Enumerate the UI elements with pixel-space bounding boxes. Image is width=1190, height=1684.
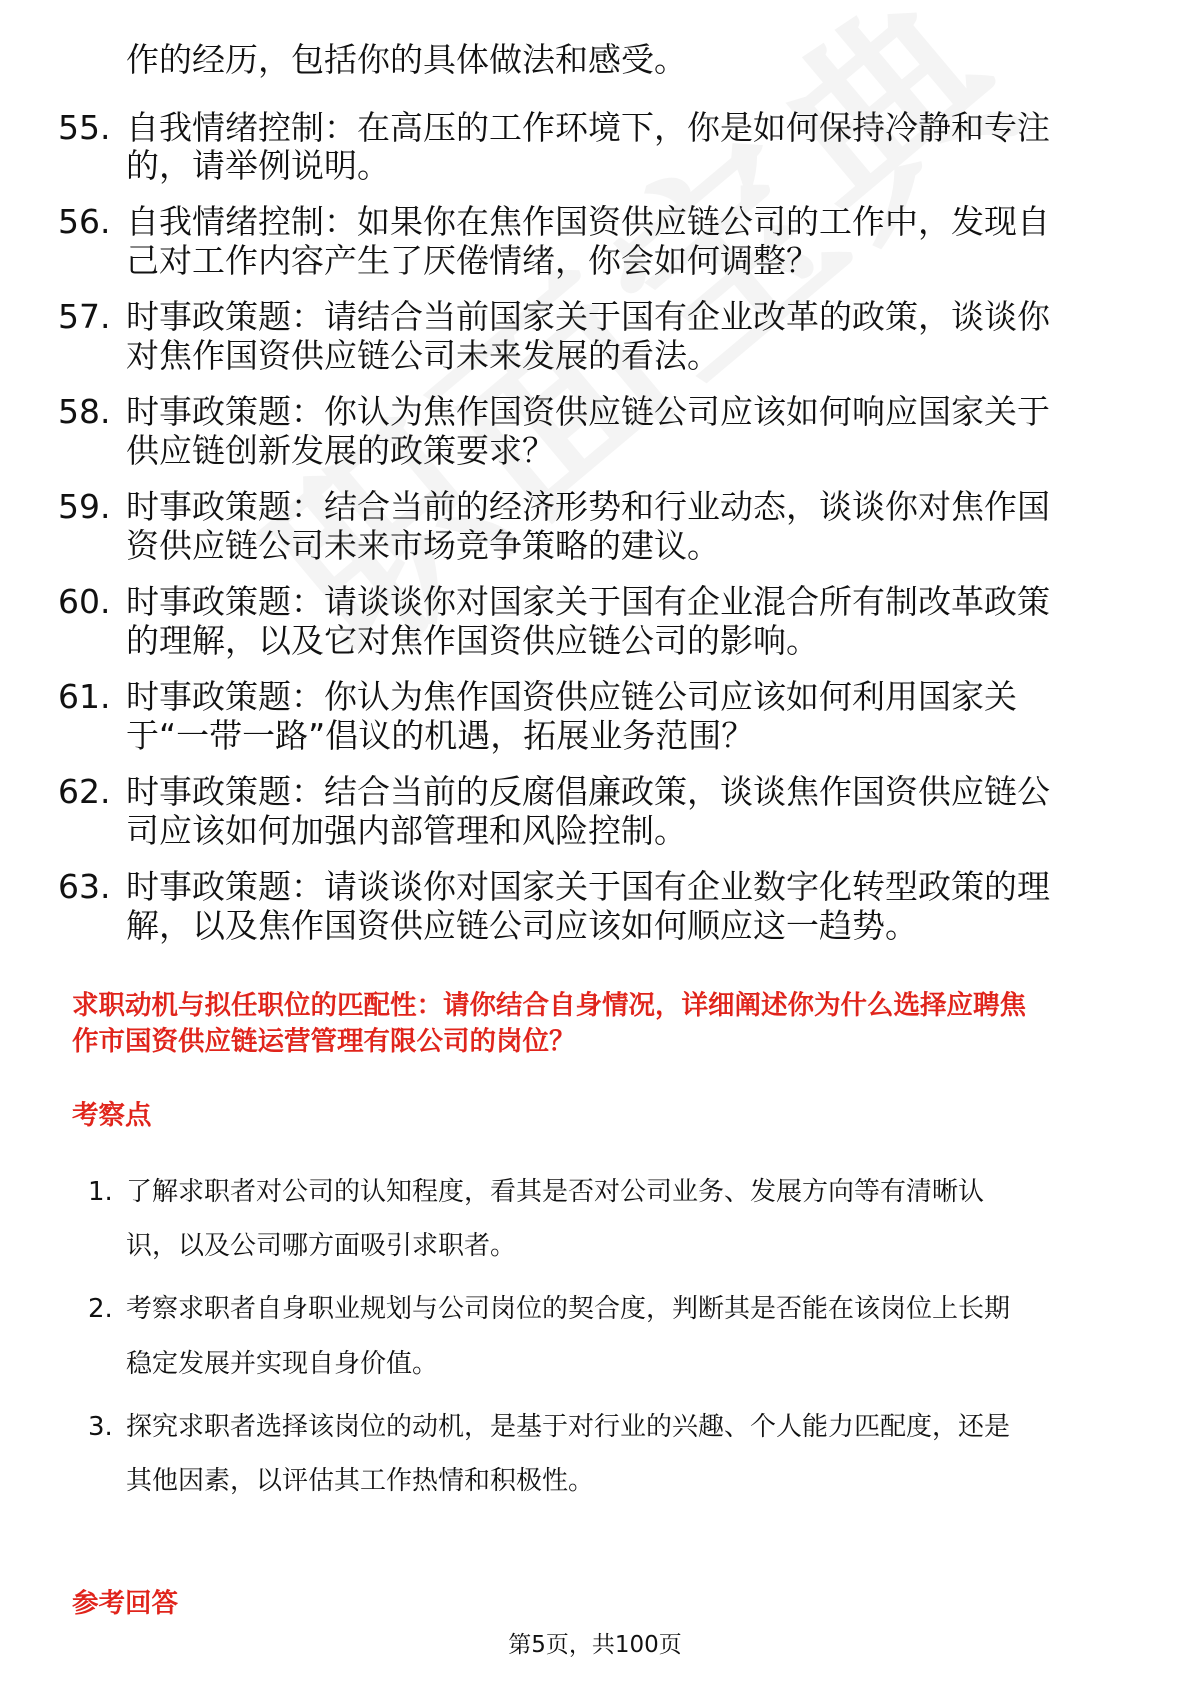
question-text-line: 资供应链公司未来市场竞争策略的建议。 [126,526,720,565]
question-text-line: 解，以及焦作国资供应链公司应该如何顺应这一趋势。 [126,906,918,945]
question-text-line: 于“一带一路”倡议的机遇，拓展业务范围？ [126,716,755,755]
question-number: 63. [58,867,111,906]
exam-points-heading: 考察点 [72,1100,152,1131]
question-text-line: 供应链创新发展的政策要求？ [126,431,555,470]
question-text-line: 时事政策题：请结合当前国家关于国有企业改革的政策，谈谈你 [126,297,1050,336]
page-footer: 第5页，共100页 [508,1632,682,1658]
question-text-line: 时事政策题：你认为焦作国资供应链公司应该如何利用国家关 [126,677,1017,716]
question-text-line: 时事政策题：请谈谈你对国家关于国有企业数字化转型政策的理 [126,867,1050,906]
question-text-line: 时事政策题：结合当前的反腐倡廉政策，谈谈焦作国资供应链公 [126,772,1050,811]
question-number: 62. [58,772,111,811]
highlight-question-line: 求职动机与拟任职位的匹配性：请你结合自身情况，详细阐述你为什么选择应聘焦 [72,990,1026,1021]
question-text-line: 的，请举例说明。 [126,146,390,185]
question-number: 55. [58,108,111,147]
point-number: 1. [88,1177,113,1207]
question-text-line: 时事政策题：结合当前的经济形势和行业动态，谈谈你对焦作国 [126,487,1050,526]
question-number: 60. [58,582,111,621]
point-text-line: 稳定发展并实现自身价值。 [126,1349,439,1379]
question-text-line: 时事政策题：你认为焦作国资供应链公司应该如何响应国家关于 [126,392,1050,431]
question-text-line: 司应该如何加强内部管理和风险控制。 [126,811,687,850]
question-text-line: 对焦作国资供应链公司未来发展的看法。 [126,336,720,375]
highlight-question-line: 作市国资供应链运营管理有限公司的岗位？ [72,1026,576,1057]
reference-answer-heading: 参考回答 [72,1588,178,1619]
point-text-line: 识，以及公司哪方面吸引求职者。 [126,1231,517,1261]
point-number: 2. [88,1294,113,1324]
question-text-line: 自我情绪控制：在高压的工作环境下，你是如何保持冷静和专注 [126,108,1050,147]
point-text-line: 其他因素，以评估其工作热情和积极性。 [126,1466,595,1496]
point-text-line: 探究求职者选择该岗位的动机，是基于对行业的兴趣、个人能力匹配度，还是 [126,1412,1011,1442]
question-number: 56. [58,202,111,241]
point-text-line: 了解求职者对公司的认知程度，看其是否对公司业务、发展方向等有清晰认 [126,1177,985,1207]
question-number: 57. [58,297,111,336]
question-number: 59. [58,487,111,526]
question-text-line: 自我情绪控制：如果你在焦作国资供应链公司的工作中，发现自 [126,202,1050,241]
question-text-line: 的理解，以及它对焦作国资供应链公司的影响。 [126,621,819,660]
question-number: 58. [58,392,111,431]
question-text-line: 己对工作内容产生了厌倦情绪，你会如何调整？ [126,241,819,280]
point-number: 3. [88,1412,113,1442]
question-text-line: 作的经历，包括你的具体做法和感受。 [126,40,687,79]
question-number: 61. [58,677,111,716]
question-text-line: 时事政策题：请谈谈你对国家关于国有企业混合所有制改革政策 [126,582,1050,621]
point-text-line: 考察求职者自身职业规划与公司岗位的契合度，判断其是否能在该岗位上长期 [126,1294,1011,1324]
